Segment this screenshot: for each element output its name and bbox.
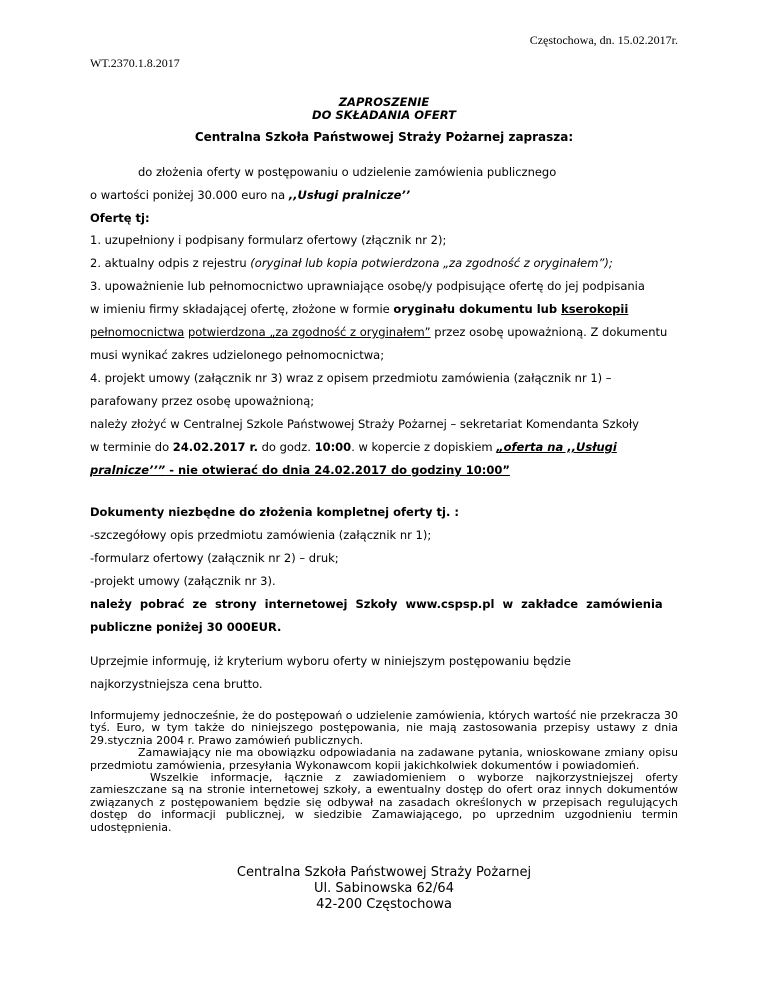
offer-heading: Ofertę tj:: [90, 211, 150, 225]
offer-item-3-line-4: musi wynikać zakres udzielonego pełnomocnictwa;: [90, 348, 385, 362]
download-line-1: należy pobrać ze strony internetowej Szkoły www.cspsp.pl w zakładce zamówienia: [90, 597, 663, 611]
footer-school-name: Centralna Szkoła Państwowej Straży Pożarnej: [236, 865, 532, 880]
service-name: ,,Usługi pralnicze’’: [288, 188, 411, 202]
intro-line: Centralna Szkoła Państwowej Straży Pożarnej zaprasza:: [194, 130, 574, 144]
footer-city: 42-200 Częstochowa: [316, 897, 452, 912]
info-paragraph-3: Wszelkie informacje, łącznie z zawiadomieniem o wyborze najkorzystniejszej oferty zamieszczane są na stronie internetowej szkoły, a ewentualny dostęp do ofert oraz innych dokumentów związanych z postępowaniem będzie się odbywał na zasadach określonych w przepisach regulujących dostęp do informacji publicznej, w siedzibie Zamawiającego, po uprzednim uzgodnieniu termin udostępnienia.: [90, 771, 678, 834]
criteria-line-1: Uprzejmie informuję, iż kryterium wyboru oferty w niniejszym postępowaniu będzie: [90, 654, 571, 668]
info-paragraph-2: Zamawiający nie ma obowiązku odpowiadania na zadawane pytania, wnioskowane zmiany opisu przedmiotu zamówienia, przesyłania Wykonawcom kopii jakichkolwiek dokumentów i powiadomień.: [90, 746, 678, 772]
offer-item-2: [90, 256, 613, 270]
criteria-line-2: najkorzystniejsza cena brutto.: [90, 677, 263, 691]
offer-item-3-confirmed: potwierdzona „za zgodność z oryginałem”: [187, 325, 431, 339]
offer-item-2-note: (oryginał lub kopia potwierdzona „za zgodność z oryginałem”);: [250, 256, 613, 270]
offer-item-1: 1. uzupełniony i podpisany formularz ofertowy (złącznik nr 2);: [90, 233, 447, 247]
envelope-label-2: pralnicze’’”: [90, 463, 166, 477]
submit-hour: 10:00: [314, 440, 352, 454]
offer-item-3-rest: przez osobę upoważnioną. Z dokumentu: [430, 325, 668, 339]
submit-envelope-text: . w kopercie z dopiskiem: [351, 440, 497, 454]
doc-item-2: -formularz ofertowy (załącznik nr 2) – druk;: [90, 551, 339, 565]
offer-line-1: do złożenia oferty w postępowaniu o udzielenie zamówienia publicznego: [138, 165, 557, 179]
docs-heading: Dokumenty niezbędne do złożenia kompletnej oferty tj. :: [90, 505, 459, 519]
info-block: [90, 710, 678, 834]
footer-street: Ul. Sabinowska 62/64: [314, 881, 454, 896]
offer-item-3-line-1: 3. upoważnienie lub pełnomocnictwo uprawniające osobę/y podpisujące ofertę do jej podpisania: [90, 279, 645, 293]
offer-item-4-line-2: parafowany przez osobę upoważnioną;: [90, 394, 315, 408]
offer-item-3-line-3: [90, 325, 667, 339]
submit-line-2: [90, 440, 617, 454]
offer-line-2: [90, 188, 410, 202]
doc-item-3: -projekt umowy (załącznik nr 3).: [90, 574, 276, 588]
offer-item-3-power: pełnomocnictwa: [90, 325, 185, 339]
offer-item-3-copy: kserokopii: [561, 302, 629, 316]
submit-date: 24.02.2017 r.: [172, 440, 258, 454]
offer-value-text: o wartości poniżej 30.000 euro na: [90, 188, 289, 202]
download-line-2: publiczne poniżej 30 000EUR.: [90, 620, 282, 634]
reference-number: WT.2370.1.8.2017: [90, 56, 180, 70]
submit-hour-text: do godz.: [257, 440, 315, 454]
envelope-label-3: - nie otwierać do dnia 24.02.2017 do godziny 10:00”: [165, 463, 510, 477]
envelope-label-1: „oferta na ,,Usługi: [496, 440, 617, 454]
offer-item-3-line-2: [90, 302, 628, 316]
footer-address: [0, 865, 768, 913]
offer-item-4-line-1: 4. projekt umowy (załącznik nr 3) wraz z opisem przedmiotu zamówienia (załącznik nr 1) –: [90, 371, 612, 385]
doc-item-1: -szczegółowy opis przedmiotu zamówienia (załącznik nr 1);: [90, 528, 432, 542]
submit-line-3: [90, 463, 510, 477]
submit-line-1: należy złożyć w Centralnej Szkole Państwowej Straży Pożarnej – sekretariat Komendanta Szkoły: [90, 417, 639, 431]
offer-item-3-original: oryginału dokumentu lub: [393, 302, 562, 316]
offer-item-3-text: w imieniu firmy składającej ofertę, złożone w formie: [90, 302, 394, 316]
title-line-2: DO SKŁADANIA OFERT: [312, 108, 456, 122]
submit-deadline-text: w terminie do: [90, 440, 173, 454]
offer-item-2-text: 2. aktualny odpis z rejestru: [90, 256, 251, 270]
place-date: Częstochowa, dn. 15.02.2017r.: [529, 33, 678, 47]
info-paragraph-1: Informujemy jednocześnie, że do postępowań o udzielenie zamówienia, których wartość nie przekracza 30 tyś. Euro, w tym także do niniejszego postępowania, nie mają zastosowania przepisy ustawy z dnia 29.stycznia 2004 r. Prawo zamówień publicznych.: [90, 709, 678, 747]
title-line-1: ZAPROSZENIE: [338, 95, 430, 109]
